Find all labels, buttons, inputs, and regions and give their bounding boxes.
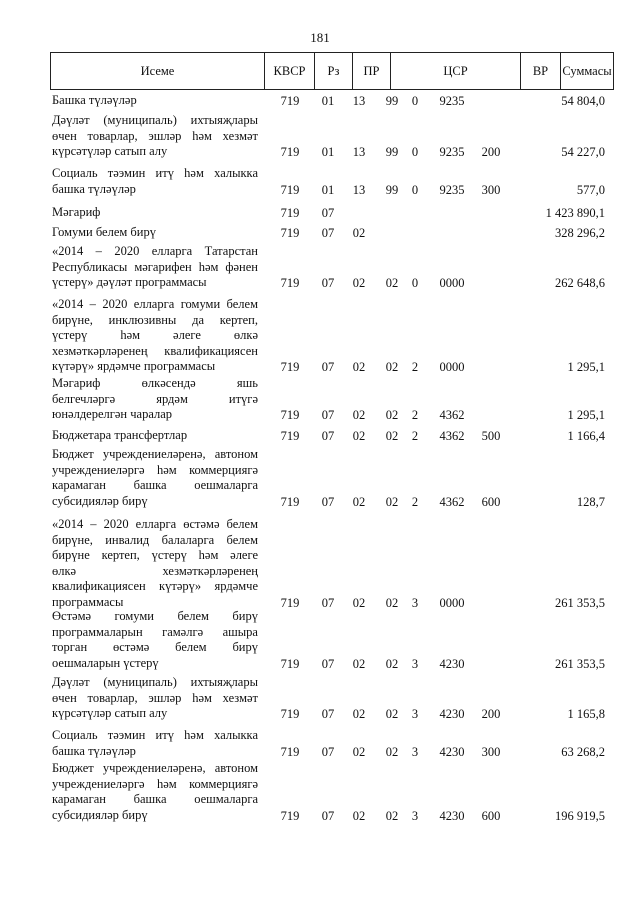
cell-name-line: «2014 – 2020 елларга Татарстан [52,244,258,258]
cell-csr-program: 99 [385,145,399,159]
cell-name-line: Бюджетара трансфертлар [52,428,188,442]
header-pr: ПР [353,53,391,89]
cell-vr: 600 [481,808,501,823]
cell-name-line: программасы [52,594,124,609]
cell-name-line: бирүне, инклюзивны да кертеп, [52,312,258,327]
cell-csr-subprogram: 0 [411,182,419,197]
cell-sum: 577,0 [576,182,605,197]
cell-sum: 261 353,5 [555,595,605,610]
cell-sum: 63 268,2 [561,744,605,759]
cell-csr-program: 02 [385,494,399,509]
cell-csr-code: 4230 [439,656,465,671]
cell-name-line: бирүне кертеп, үстерү һәм әлеге [52,548,258,562]
cell-kvsr: 719 [280,182,300,197]
cell-rz: 07 [321,360,335,374]
cell-csr-subprogram: 2 [411,494,419,509]
row-values [0,93,640,109]
cell-name-line: өлкә хезмәткәрләренең [52,563,258,578]
cell-name-line: квалификациясен күтәрү» ярдәмче [52,579,258,593]
cell-csr-subprogram: 2 [411,408,419,422]
cell-kvsr: 719 [280,206,300,220]
cell-pr: 13 [352,145,366,159]
cell-sum: 262 648,6 [555,276,605,290]
cell-rz: 07 [321,276,335,290]
cell-pr: 02 [352,595,366,610]
cell-rz: 01 [321,145,335,159]
cell-csr-program: 02 [385,707,399,721]
cell-name-line: торган өстәмә белем бирү [52,640,258,654]
cell-name-line: Башка түләүләр [52,93,137,107]
cell-csr-program: 99 [385,182,399,197]
cell-rz: 07 [321,226,335,240]
cell-name-line: карамаган башка оешмаларга [52,792,258,806]
cell-name-line: оешмаларын үстерү [52,655,159,670]
cell-csr-subprogram: 3 [411,656,419,671]
cell-rz: 07 [321,206,335,220]
cell-pr: 02 [352,429,366,443]
cell-name-line: Бюджет учреждениеләренә, автоном [52,447,258,461]
cell-name-line: башка түләүләр [52,181,136,196]
cell-csr-subprogram: 2 [411,360,419,374]
cell-vr: 600 [481,494,501,509]
row-values [0,744,640,760]
cell-name-line: Мәгариф [52,205,101,219]
cell-csr-program: 02 [385,276,399,290]
cell-name-line: күрсәтүләр сатып алу [52,144,168,158]
cell-name-line: бирүне, инвалид балаларга белем [52,532,258,547]
cell-csr-program: 02 [385,595,399,610]
cell-rz: 07 [321,494,335,509]
cell-sum: 1 295,1 [567,408,605,422]
cell-csr-subprogram: 2 [411,429,419,443]
cell-name-line: «2014 – 2020 елларга гомуми белем [52,297,258,311]
header-vr: ВР [521,53,561,89]
cell-name-line: үстерү һәм әлеге өлкә [52,328,258,342]
cell-rz: 07 [321,595,335,610]
cell-csr-subprogram: 0 [411,94,419,108]
cell-kvsr: 719 [280,744,300,759]
cell-rz: 07 [321,707,335,721]
cell-csr-program: 02 [385,808,399,823]
cell-kvsr: 719 [280,429,300,443]
cell-name-line: юнәлдерелгән чаралар [52,407,173,421]
cell-sum: 1 295,1 [567,360,605,374]
cell-csr-code: 4230 [439,808,465,823]
cell-csr-subprogram: 3 [411,808,419,823]
row-values [0,407,640,423]
cell-csr-program: 99 [385,94,399,108]
cell-name-line: күтәрү» ярдәмче программасы [52,359,216,373]
cell-csr-program: 02 [385,360,399,374]
cell-kvsr: 719 [280,360,300,374]
cell-name-line: үстерү» дәүләт программасы [52,275,207,289]
cell-csr-program: 02 [385,744,399,759]
cell-kvsr: 719 [280,595,300,610]
row-values [0,428,640,444]
cell-csr-program: 02 [385,429,399,443]
cell-kvsr: 719 [280,276,300,290]
cell-sum: 1 166,4 [567,429,605,443]
cell-csr-code: 4362 [439,408,465,422]
cell-sum: 1 165,8 [567,707,605,721]
header-name: Исеме [51,53,265,89]
header-sum: Суммасы [562,64,612,78]
cell-pr: 02 [352,226,366,240]
cell-name-line: учреждениеләргә һәм коммерциягә [52,462,258,477]
cell-name-line: Дәүләт (муниципаль) ихтыяҗлары [52,113,258,127]
cell-pr: 02 [352,494,366,509]
header-rz: Рз [315,53,353,89]
cell-name-line: карамаган башка оешмаларга [52,478,258,492]
cell-csr-subprogram: 3 [411,595,419,610]
cell-kvsr: 719 [280,145,300,159]
cell-sum: 54 227,0 [561,145,605,159]
cell-pr: 02 [352,408,366,422]
row-values [0,225,640,241]
cell-pr: 13 [352,94,366,108]
table-header [50,52,614,90]
cell-pr: 13 [352,182,366,197]
cell-pr: 02 [352,707,366,721]
cell-csr-subprogram: 0 [411,276,419,290]
cell-csr-subprogram: 0 [411,145,419,159]
cell-sum: 261 353,5 [555,656,605,671]
cell-name-line: башка түләүләр [52,743,136,758]
cell-name-line: Социаль тәэмин итү һәм халыкка [52,166,258,180]
row-values [0,706,640,722]
row-values [0,275,640,291]
cell-name-line: учреждениеләргә һәм коммерциягә [52,776,258,791]
cell-name-line: Гомуми белем бирү [52,225,156,239]
cell-csr-program: 02 [385,656,399,671]
cell-vr: 300 [481,744,501,759]
cell-csr-program: 02 [385,408,399,422]
cell-rz: 01 [321,182,335,197]
cell-vr: 200 [481,707,501,721]
row-values [0,205,640,221]
cell-name-line: белгечләргә ярдәм итүгә [52,391,258,406]
cell-name-line: Дәүләт (муниципаль) ихтыяҗлары [52,675,258,689]
cell-csr-code: 4362 [439,429,465,443]
cell-name-line: Республикасы мәгарифен һәм фәнен [52,259,258,274]
header-csr: ЦСР [391,53,521,89]
cell-csr-code: 9235 [439,145,465,159]
cell-csr-subprogram: 3 [411,744,419,759]
cell-sum: 196 919,5 [555,808,605,823]
cell-kvsr: 719 [280,707,300,721]
page-number: 181 [310,30,330,45]
cell-name-line: хезмәткәрләренең квалификациясен [52,343,258,358]
cell-kvsr: 719 [280,408,300,422]
cell-name-line: Өстәмә гомуми белем бирү [52,609,258,623]
cell-rz: 07 [321,429,335,443]
cell-name-line: өчен товарлар, эшләр һәм хезмәт [52,128,258,143]
cell-kvsr: 719 [280,808,300,823]
cell-name-line: Социаль тәэмин итү һәм халыкка [52,728,258,742]
cell-name-line: программаларын гамәлгә ашыра [52,624,258,639]
cell-name-line: күрсәтүләр сатып алу [52,706,168,720]
cell-pr: 02 [352,744,366,759]
cell-vr: 500 [481,429,501,443]
cell-name-line: субсидияләр бирү [52,493,148,508]
cell-kvsr: 719 [280,226,300,240]
cell-csr-code: 0000 [439,276,465,290]
cell-name-line: Мәгариф өлкәсендә яшь [52,376,258,390]
row-values [0,359,640,375]
cell-csr-code: 4230 [439,707,465,721]
cell-pr: 02 [352,360,366,374]
row-values [0,182,640,198]
header-kvsr: КВСР [265,53,315,89]
cell-sum: 328 296,2 [555,226,605,240]
cell-name-line: Бюджет учреждениеләренә, автоном [52,761,258,775]
cell-sum: 128,7 [576,494,605,509]
cell-kvsr: 719 [280,656,300,671]
cell-vr: 300 [481,182,501,197]
cell-rz: 07 [321,408,335,422]
row-values [0,808,640,824]
cell-csr-code: 0000 [439,360,465,374]
cell-csr-code: 4230 [439,744,465,759]
cell-vr: 200 [481,145,501,159]
cell-pr: 02 [352,808,366,823]
cell-pr: 02 [352,276,366,290]
cell-sum: 1 423 890,1 [545,206,605,220]
row-values [0,656,640,672]
cell-pr: 02 [352,656,366,671]
row-values [0,144,640,160]
cell-kvsr: 719 [280,494,300,509]
cell-rz: 01 [321,94,335,108]
cell-csr-code: 9235 [439,182,465,197]
cell-name-line: «2014 – 2020 елларга өстәмә белем [52,517,258,531]
cell-rz: 07 [321,744,335,759]
cell-csr-code: 9235 [439,94,465,108]
row-values [0,494,640,510]
cell-kvsr: 719 [280,94,300,108]
cell-csr-code: 4362 [439,494,465,509]
cell-rz: 07 [321,808,335,823]
cell-sum: 54 804,0 [561,94,605,108]
cell-rz: 07 [321,656,335,671]
cell-name-line: субсидияләр бирү [52,807,148,822]
cell-csr-code: 0000 [439,595,465,610]
cell-csr-subprogram: 3 [411,707,419,721]
cell-name-line: өчен товарлар, эшләр һәм хезмәт [52,690,258,705]
